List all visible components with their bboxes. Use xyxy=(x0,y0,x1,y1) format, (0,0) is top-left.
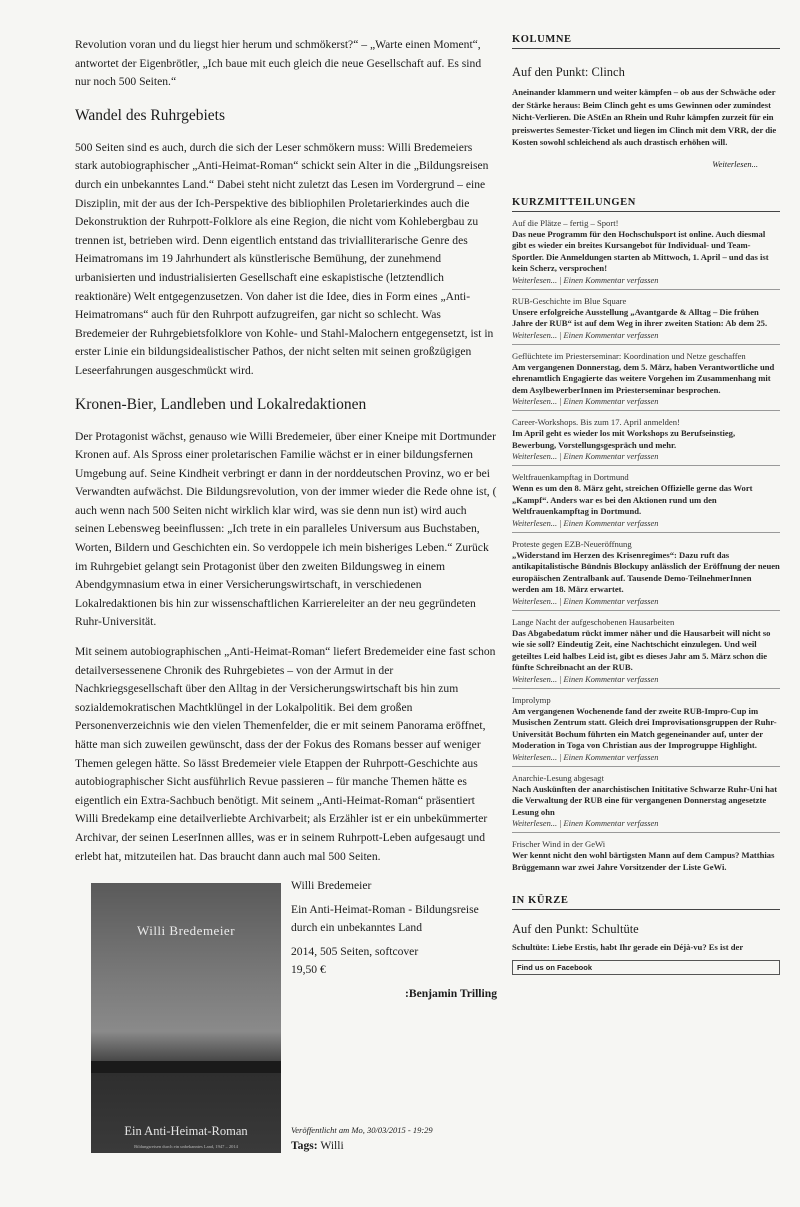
news-item xyxy=(512,689,780,767)
news-title[interactable]: Improlymp xyxy=(512,694,551,705)
book-info xyxy=(291,877,497,1009)
cover-small-text: Bildungsreisen durch ein unbekanntes Land, 1947 – 2014 xyxy=(134,1144,238,1150)
news-item xyxy=(512,345,780,412)
news-title[interactable]: Proteste gegen EZB-Neueröffnung xyxy=(512,538,632,549)
book-price: 19,50 € xyxy=(291,963,326,977)
news-item xyxy=(512,290,780,345)
news-text: Das Abgabedatum rückt immer näher und die Hausarbeit will nicht so wie sie soll? Eindeutig Zeit, eine Nachtschicht einzulegen. Und weil geteiltes Leid halbes Leid ist, gibt es dieses Jahr am 5. März schon die fünfte Schreibnacht an der RUB. xyxy=(512,627,771,672)
news-text: Unsere erfolgreiche Ausstellung „Avantgarde & Alltag – Die frühen Jahre der RUB“ ist auf dem Weg in ihrer zweiten Station: Ab dem 25. xyxy=(512,306,768,328)
news-links[interactable]: Weiterlesen... | Einen Kommentar verfassen xyxy=(512,397,659,406)
news-text: Am vergangenen Donnerstag, dem 5. März, haben Verantwortliche und ehrenamtlich Engagierte das weitere Vorgehen im Zusammenhang mit dem AsylbewerberInnen im Priesterseminar besprochen. xyxy=(512,361,775,395)
news-title[interactable]: Frischer Wind in der GeWi xyxy=(512,839,606,849)
cover-author: Willi Bredemeier xyxy=(136,923,236,939)
sidebar xyxy=(512,34,780,975)
kolumne-more-link[interactable]: Weiterlesen... xyxy=(712,158,758,169)
news-item xyxy=(512,533,780,611)
news-title[interactable]: RUB-Geschichte im Blue Square xyxy=(512,295,627,306)
news-item xyxy=(512,833,780,877)
book-details: 2014, 505 Seiten, softcover xyxy=(291,945,419,959)
news-links[interactable]: Weiterlesen... | Einen Kommentar verfassen xyxy=(512,330,659,340)
news-item xyxy=(512,212,780,290)
in-kuerze-heading: IN KÜRZE xyxy=(512,895,780,910)
book-author: Willi Bredemeier xyxy=(291,879,372,893)
cover-subtitle: Ein Anti-Heimat-Roman xyxy=(124,1124,248,1139)
news-links[interactable]: Weiterlesen... | Einen Kommentar verfassen xyxy=(512,819,659,828)
news-text: Wer kennt nicht den wohl bärtigsten Mann auf dem Campus? Matthias Brüggemann war zwei Jahre Vorsitzender der Liste GeWi. xyxy=(512,850,775,872)
article-paragraph: Revolution voran und du liegst hier herum und schmökerst?“ – „Warte einen Moment“, antwortet der Eigenbrötler, „Ich baue mit euch gleich die neue Gesellschaft auf. Es sind nur noch 500 Seiten.“ xyxy=(75,38,482,89)
news-links[interactable]: Weiterlesen... | Einen Kommentar verfassen xyxy=(512,452,659,461)
kurzmitteilungen-heading: KURZMITTEILUNGEN xyxy=(512,197,780,212)
byline: :Benjamin Trilling xyxy=(404,987,497,1001)
tag-link[interactable]: Willi xyxy=(320,1139,344,1153)
published-date: Veröffentlicht am Mo, 30/03/2015 - 19:29 xyxy=(291,1125,433,1136)
kolumne-title[interactable]: Auf den Punkt: Clinch xyxy=(512,65,625,79)
news-links[interactable]: Weiterlesen... | Einen Kommentar verfassen xyxy=(512,275,659,285)
news-item xyxy=(512,411,780,466)
cover-horizon xyxy=(91,1061,281,1073)
news-title[interactable]: Auf die Plätze – fertig – Sport! xyxy=(512,217,619,228)
section-heading: Wandel des Ruhrgebiets xyxy=(75,106,225,124)
tags-label: Tags: xyxy=(291,1139,318,1153)
article-paragraph: 500 Seiten sind es auch, durch die sich der Leser schmökern muss: Willi Bredemeiers stark autobiographischer „Anti-Heimat-Roman“ schickt sein Alter in die „Bildungsreisen durch ein unbekanntes Land.“ Dabei steht nicht zuletzt das Lesen im Vordergrund – eine Disziplin, mit der aus der Ich-Perspektive des bibliophilen Proletarierkindes auch die Dekonstruktion der Ruhrpott-Folklore als eine Region, die nicht vom Kohlebergbau zu trennen ist, betrieben wird. Denn eigentlich entstand das trivialliterarische Genre des Heimatromans im 19 Jahrhundert als künstlerische Bemühung, der zunehmend urbanisierten und industrialisierten Gesellschaft eine eskapistische (letztendlich reaktionäre) Welt entgegenzusetzen. Von daher ist die Idee, dies in Form eines „Anti-Heimatromans“ auch für den Ruhrpott aufzugreifen, gar nicht so schlecht. Was Bredemeier der Ruhrgebietsfolklore von Kohle- und Stahl-Malochern entgegensetzt, ist in erster Linie ein bildungsidealistischer Pathos, der nicht selten mit seinen großzügigen Leseerfahrungen ausgeschmückt wird. xyxy=(75,140,494,377)
news-links[interactable]: Weiterlesen... | Einen Kommentar verfassen xyxy=(512,752,659,762)
in-kuerze-title[interactable]: Auf den Punkt: Schultüte xyxy=(512,922,639,936)
news-text: Nach Auskünften der anarchistischen Inititative Schwarze Ruhr-Uni hat die Verwaltung der RUB eine für vergangenen Donnerstag angesetzte Lesung ohn xyxy=(512,783,778,817)
news-item xyxy=(512,767,780,834)
news-list xyxy=(512,212,780,878)
article-paragraph: Mit seinem autobiographischen „Anti-Heimat-Roman“ liefert Bredemeider eine fast schon detailversessenene Chronik des Ruhrgebietes – von der Armut in der Nachkriegsgesellschaft über den Alltag in der Versicherungswirtschaft bis hin zum sozialdemokratischen Machtklüngel in der Lokalpolitik. Bei dem großen Personenverzeichnis wie den vielen Themenfelder, die er mit seinem Panorama eröffnet, hätte man sich zuweilen gewünscht, dass der der Fokus des Romans besser auf weniger Themen gelegen hätte. So lässt Bredemeier viele Etappen der Ruhrpott-Geschichte aus autobiographischer Sicht ausführlich Revue passieren – für manche Themen hätte es eigentlich ein Extra-Sachbuch benötigt. Mit seinem „Anti-Heimat-Roman“ präsentiert Willi Bredekamp eine detailverliebte Archivarbeit; als Erzähler ist er ein unbekümmerter Archivar, der seinen LeserInnen allles, was er in seinem Ruhrpott-Leben aufgesaugt und erlebt hat, mitzuteilen hat. Das braucht dann auch mal 500 Seiten. xyxy=(75,645,496,863)
news-text: Wenn es um den 8. März geht, streichen Offizielle gerne das Wort „Kampf“. Anders war es bei den Aktionen rund um den Weltfrauenkampftag in Dortmund. xyxy=(512,483,753,516)
article-paragraph: Der Protagonist wächst, genauso wie Willi Bredemeier, über einer Kneipe mit Dortmunder Kronen auf. Als Spross einer proletarischen Familie wächst er in einer bildungsfernen Umgebung auf. Seine Kindheit verbringt er dann in der norddeutschen Provinz, wo er bei Verwandten aufwächst. Die Bildungsrevolution, von der immer wieder die Rede ohne ist, ( auch wenn nach 500 Seiten nicht wirklich klar wird, was sie denn nun ist) wird auch seinen Lebensweg beeinflussen: „Ich trete in ein paralleles Universum aus Buchstaben, Worten, Bildern und Geschichten ein. So verdoppele ich mein bisheriges Leben.“ Zurück im Ruhrgebiet gelangt sein Protagonist über den zweiten Bildungsweg in einem Abendgymnasium etwa in einer Versicherungswirtschaft, in verschiedenen Lokalredaktionen bis hin zur wissenschaftlichen Karriereleiter an der neu gegründeten Ruhr-Universität. xyxy=(75,429,497,629)
news-text: Im April geht es wieder los mit Workshops zu Berufseinstieg, Bewerbung, Vorstellungsgespräch und mehr. xyxy=(512,428,736,450)
news-text: Das neue Programm für den Hochschulsport ist online. Auch diesmal gibt es wieder ein breites Kursangebot für Individual- und Team-Sportler. Die Anmeldungen starten ab Mittwoch, 1. April – und das ist kein Scherz, versprochen! xyxy=(512,228,769,273)
news-title[interactable]: Anarchie-Lesung abgesagt xyxy=(512,772,604,783)
news-links[interactable]: Weiterlesen... | Einen Kommentar verfassen xyxy=(512,596,659,606)
news-title[interactable]: Geflüchtete im Priesterseminar: Koordination und Netze geschaffen xyxy=(512,350,746,361)
news-links[interactable]: Weiterlesen... | Einen Kommentar verfassen xyxy=(512,518,659,528)
news-title[interactable]: Career-Workshops. Bis zum 17. April anmelden! xyxy=(512,417,680,427)
news-text: Am vergangenen Wochenende fand der zweite RUB-Impro-Cup im Musischen Zentrum statt. Gleich drei Improvisationsgruppen der Ruhr-Universität Bochum führten ein Match gegeneinander auf, unter der Moderation in Toga von Christian aus der Improgruppe Highlight. xyxy=(512,705,777,750)
tags xyxy=(291,1139,344,1152)
book-title: Ein Anti-Heimat-Roman - Bildungsreise durch ein unbekanntes Land xyxy=(291,903,479,935)
news-title[interactable]: Lange Nacht der aufgeschobenen Hausarbeiten xyxy=(512,616,675,627)
section-heading: Kronen-Bier, Landleben und Lokalredaktionen xyxy=(75,395,367,413)
news-item xyxy=(512,466,780,533)
news-title[interactable]: Weltfrauenkampftag in Dortmund xyxy=(512,472,629,482)
kolumne-heading: KOLUMNE xyxy=(512,34,780,49)
in-kuerze-text: Schultüte: Liebe Erstis, habt Ihr gerade ein Déjà-vu? Es ist der xyxy=(512,942,744,952)
article xyxy=(75,36,497,1207)
news-text: „Widerstand im Herzen des Krisenregimes“: Dazu ruft das antikapitalistische Bündnis Blockupy anlässlich der Eröffnung der neuen europäischen Zentralbank auf. Tausende Demo-TeilnehmerInnen werden am 18. März erwartet. xyxy=(512,549,780,594)
book-box xyxy=(75,877,497,1207)
news-item xyxy=(512,611,780,689)
news-links[interactable]: Weiterlesen... | Einen Kommentar verfassen xyxy=(512,674,659,684)
kolumne-text: Aneinander klammern und weiter kämpfen – ob aus der Schwäche oder der Stärke heraus: Beim Clinch geht es ums Gewinnen oder zumindest Nicht-Verlieren. Die AStEn an Rhein und Ruhr kämpfen zurzeit für ein preiswertes Semester-Ticket und liegen im Clinch mit dem VRR, der die Kosten sowohl schleichend als auch drastisch erhöhen will. xyxy=(512,87,777,147)
facebook-box[interactable]: Find us on Facebook xyxy=(512,960,780,975)
book-cover-image xyxy=(91,883,281,1153)
